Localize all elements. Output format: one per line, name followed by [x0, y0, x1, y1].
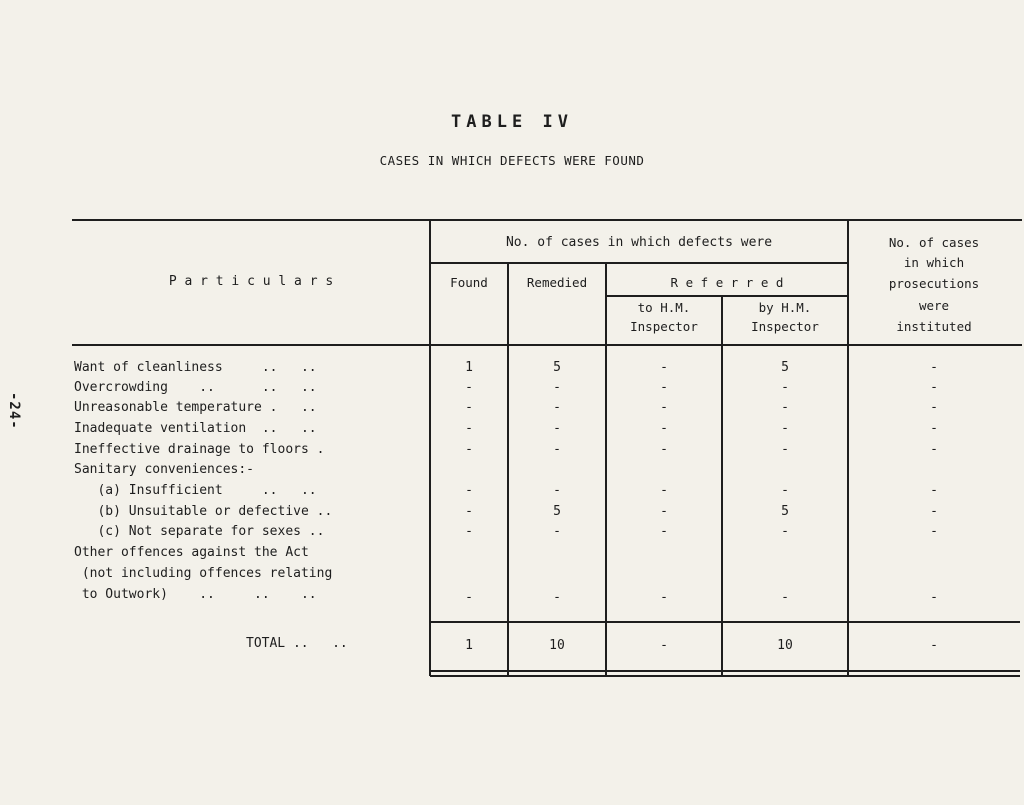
- cell-to-hm: -: [660, 360, 668, 375]
- rule-header-bottom: [72, 344, 1022, 346]
- cell-prosecutions: -: [930, 400, 938, 415]
- total-found: 1: [465, 638, 473, 653]
- cell-prosecutions: -: [930, 590, 938, 605]
- rule-defects: [430, 262, 848, 264]
- row-label: Ineffective drainage to floors .: [74, 442, 325, 457]
- rule-total-top: [430, 621, 1020, 623]
- header-pros-1: No. of cases: [888, 235, 980, 250]
- total-prosecutions: -: [930, 638, 938, 653]
- cell-found: -: [465, 421, 473, 436]
- row-label: Want of cleanliness .. ..: [74, 360, 317, 375]
- cell-prosecutions: -: [930, 360, 938, 375]
- cell-by-hm: -: [781, 483, 789, 498]
- header-pros-5: instituted: [896, 319, 972, 334]
- cell-found: -: [465, 504, 473, 519]
- cell-remedied: -: [553, 400, 561, 415]
- row-label: Overcrowding .. .. ..: [74, 380, 317, 395]
- cell-remedied: 5: [553, 504, 561, 519]
- total-label: TOTAL .. ..: [246, 636, 348, 651]
- cell-by-hm: -: [781, 442, 789, 457]
- cell-to-hm: -: [660, 400, 668, 415]
- total-by-hm: 10: [777, 638, 793, 653]
- cell-prosecutions: -: [930, 380, 938, 395]
- rule-top: [72, 219, 1022, 221]
- cell-prosecutions: -: [930, 421, 938, 436]
- header-remedied: Remedied: [526, 275, 588, 290]
- total-remedied: 10: [549, 638, 565, 653]
- cell-to-hm: -: [660, 483, 668, 498]
- row-label: to Outwork) .. .. ..: [74, 587, 317, 602]
- row-label: Inadequate ventilation .. ..: [74, 421, 317, 436]
- rule-total-bottom-1: [430, 670, 1020, 672]
- cell-by-hm: -: [781, 524, 789, 539]
- cell-remedied: -: [553, 380, 561, 395]
- cell-prosecutions: -: [930, 504, 938, 519]
- row-label: (b) Unsuitable or defective ..: [74, 504, 333, 519]
- table-subtitle: CASES IN WHICH DEFECTS WERE FOUND: [379, 153, 645, 168]
- page-number: -24-: [6, 392, 22, 430]
- cell-to-hm: -: [660, 590, 668, 605]
- row-label: (c) Not separate for sexes ..: [74, 524, 325, 539]
- cell-by-hm: -: [781, 590, 789, 605]
- cell-remedied: -: [553, 483, 561, 498]
- cell-prosecutions: -: [930, 442, 938, 457]
- cell-found: -: [465, 483, 473, 498]
- cell-to-hm: -: [660, 380, 668, 395]
- cell-to-hm: -: [660, 524, 668, 539]
- rule-referred: [606, 295, 848, 297]
- cell-by-hm: -: [781, 380, 789, 395]
- cell-remedied: 5: [553, 360, 561, 375]
- col-rule-2: [507, 262, 509, 676]
- cell-found: -: [465, 400, 473, 415]
- cell-by-hm: 5: [781, 504, 789, 519]
- cell-prosecutions: -: [930, 483, 938, 498]
- cell-found: -: [465, 442, 473, 457]
- row-label: Unreasonable temperature . ..: [74, 400, 317, 415]
- header-to-hm-2: Inspector: [630, 319, 698, 334]
- header-pros-2: in which: [903, 255, 965, 270]
- row-label: (a) Insufficient .. ..: [74, 483, 317, 498]
- total-to-hm: -: [660, 638, 668, 653]
- cell-found: -: [465, 590, 473, 605]
- row-label: Sanitary conveniences:-: [74, 462, 255, 477]
- header-pros-4: were: [918, 298, 950, 313]
- cell-remedied: -: [553, 442, 561, 457]
- cell-by-hm: -: [781, 421, 789, 436]
- cell-remedied: -: [553, 524, 561, 539]
- cell-remedied: -: [553, 590, 561, 605]
- header-particulars: P a r t i c u l a r s: [168, 274, 334, 289]
- header-to-hm-1: to H.M.: [637, 300, 691, 315]
- header-by-hm-1: by H.M.: [758, 300, 812, 315]
- header-by-hm-2: Inspector: [751, 319, 819, 334]
- header-pros-3: prosecutions: [888, 276, 980, 291]
- cell-found: -: [465, 380, 473, 395]
- header-referred: R e f e r r e d: [670, 275, 784, 290]
- cell-prosecutions: -: [930, 524, 938, 539]
- table-title: TABLE IV: [451, 112, 573, 132]
- row-label: (not including offences relating: [74, 566, 333, 581]
- cell-to-hm: -: [660, 504, 668, 519]
- cell-by-hm: -: [781, 400, 789, 415]
- cell-by-hm: 5: [781, 360, 789, 375]
- cell-found: 1: [465, 360, 473, 375]
- header-found: Found: [450, 275, 488, 290]
- cell-found: -: [465, 524, 473, 539]
- cell-remedied: -: [553, 421, 561, 436]
- cell-to-hm: -: [660, 421, 668, 436]
- header-defects-group: No. of cases in which defects were: [505, 235, 773, 250]
- cell-to-hm: -: [660, 442, 668, 457]
- row-label: Other offences against the Act: [74, 545, 309, 560]
- rule-total-bottom-2: [430, 675, 1020, 677]
